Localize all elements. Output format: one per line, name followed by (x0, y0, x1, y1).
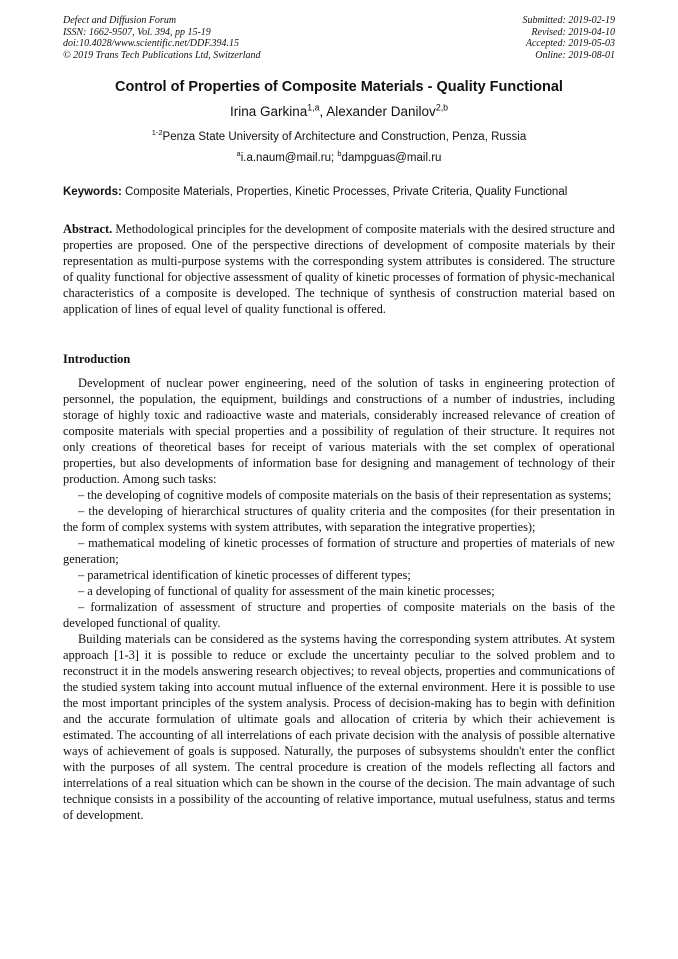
email-sup: a (236, 149, 241, 159)
list-item: – formalization of assessment of structure and properties of composite materials on the basis of the developed functional of quality. (63, 600, 615, 630)
affiliation (0, 128, 678, 143)
introduction-body (63, 375, 615, 823)
email-sup: b (337, 149, 342, 159)
author-name: Irina Garkina (230, 104, 308, 119)
list-item: – the developing of hierarchical structures of quality criteria and the composites (for their presentation in the form of complex systems with system attributes, with separation the integrative properties); (63, 504, 615, 534)
list-item: – parametrical identification of kinetic processes of different types; (78, 568, 411, 582)
keywords-label: Keywords: (63, 186, 122, 198)
page-header (63, 15, 615, 61)
author-sup: 1,a (307, 102, 320, 113)
introduction-heading: Introduction (63, 352, 131, 366)
abstract-text: Methodological principles for the development of composite materials with the desired structure and properties are proposed. One of the perspective directions of development of composite materials by their representation as multi-purpose systems with the corresponding system attributes is considered. The structure of quality functional for objective assessment of quality of kinetic processes of formation of physic-mechanical characteristics of a composite is developed. The technique of synthesis of construction material based on application of lines of equal level of quality functional is offered. (63, 222, 615, 316)
keywords-text: Composite Materials, Properties, Kinetic Processes, Private Criteria, Quality Functional (121, 186, 568, 198)
list-item: – a developing of functional of quality for assessment of the main kinetic processes; (78, 584, 495, 598)
affiliation-sup: 1-2 (151, 128, 163, 138)
email-link[interactable]: i.a.naum@mail.ru (240, 152, 331, 164)
header-right (523, 15, 616, 61)
paragraph: Building materials can be considered as the systems having the corresponding system attributes. At system approach [1-3] it is possible to reduce or exclude the uncertainty peculiar to the solved problem and to reconstruct it in the models answering research objectives; to reveal objects, properties and communications of the studied system taking into account mutual influence of the external environment. Here it is possible to use the most important principles of the system analysis. Process of decision-making has to begin with definition and the accurate formulation of ultimate goals and allocation of criteria by which their achievement is estimated. The accounting of all interrelations of each private decision with the analysis of possible alternative ways of achievement of goals is supposed. Naturally, the purposes of subsystems shouldn't enter the conflict with the purposes of all system. The central procedure is creation of the models reflecting all factors and interrelations of a real situation which can be shown in the course of the decision. The main advantage of such technique consists in a possibility of the accounting of relative importance, mutual usefulness, status and terms of development. (63, 632, 615, 822)
paper-title: Control of Properties of Composite Materials - Quality Functional (115, 79, 563, 95)
header-left (63, 15, 261, 61)
list-item: – mathematical modeling of kinetic processes of formation of structure and properties of materials of new generation; (63, 536, 615, 566)
author-sup: 2,b (435, 102, 448, 113)
doi: doi:10.4028/www.scientific.net/DDF.394.15 (63, 38, 240, 49)
author-name: Alexander Danilov (326, 104, 436, 119)
journal-name: Defect and Diffusion Forum (63, 15, 177, 26)
email-link[interactable]: dampguas@mail.ru (341, 152, 442, 164)
emails: $^a$i.a.naum@mail.ru; $^b$dampguas@mail.ru (236, 149, 442, 164)
authors: Irina Garkina$^{1,a}$, Alexander Danilov$^{2,b}$ (230, 102, 448, 119)
abstract (63, 221, 615, 317)
keywords (63, 186, 615, 198)
copyright: © 2019 Trans Tech Publications Ltd, Switzerland (63, 49, 261, 61)
accepted-date: Accepted: 2019-05-03 (525, 38, 615, 49)
revised-date: Revised: 2019-04-10 (531, 26, 615, 38)
issn: ISSN: 1662-9507, Vol. 394, pp 15-19 (63, 26, 211, 38)
submitted-date: Submitted: 2019-02-19 (522, 15, 615, 26)
list-item: – the developing of cognitive models of composite materials on the basis of their representation as systems; (78, 488, 612, 502)
paragraph: Development of nuclear power engineering, need of the solution of tasks in engineering protection of personnel, the population, the equipment, buildings and constructions of a number of industries, including storage of highly toxic and radioactive waste and materials, considerably increased relevance of creation of composite materials with special properties and a possibility of regulation of their structure. It requires not only creations of theoretical bases for receipt of various materials with the set complex of operational properties, but also developments of information base for designing and management of technology of their production. Among such tasks: (63, 376, 615, 486)
abstract-label: Abstract. (63, 222, 113, 236)
affiliation-text: Penza State University of Architecture and Construction, Penza, Russia (162, 131, 527, 143)
online-date: Online: 2019-08-01 (535, 49, 615, 61)
